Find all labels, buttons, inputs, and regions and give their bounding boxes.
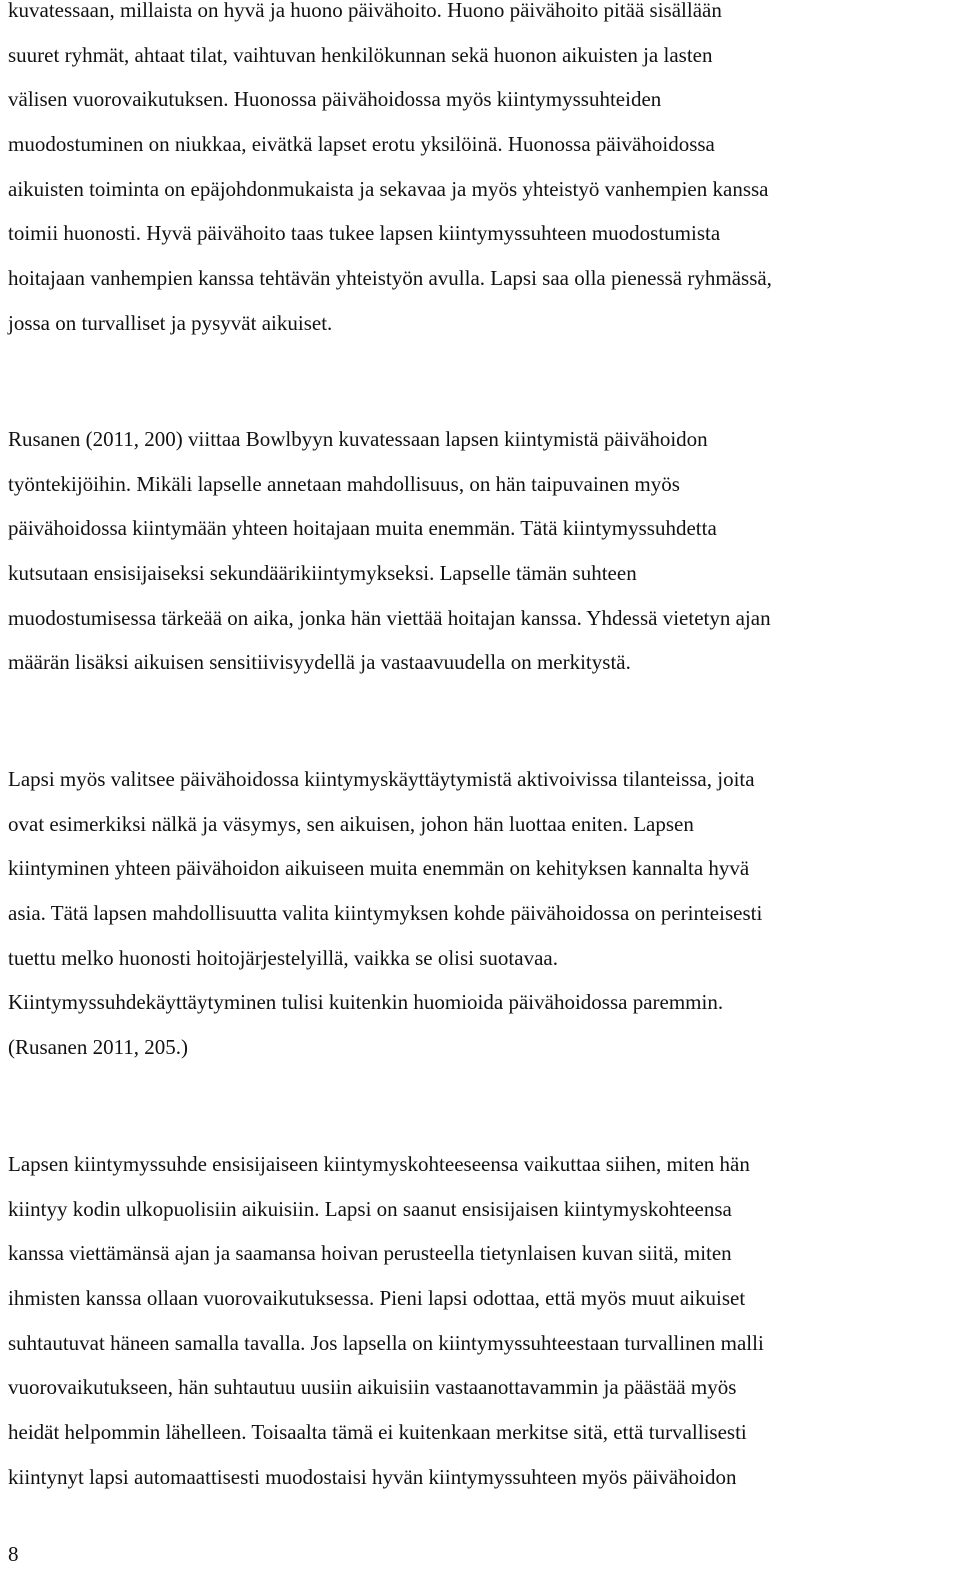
text-line: kutsutaan ensisijaiseksi sekundäärikiintymykseksi. Lapselle tämän suhteen <box>8 561 637 586</box>
text-line: kanssa viettämänsä ajan ja saamansa hoivan perusteella tietynlaisen kuvan siitä, miten <box>8 1241 732 1266</box>
text-line: tuettu melko huonosti hoitojärjestelyillä, vaikka se olisi suotavaa. <box>8 945 558 970</box>
text-line: Kiintymyssuhdekäyttäytyminen tulisi kuitenkin huomioida päivähoidossa paremmin. <box>8 990 724 1015</box>
text-line: toimii huonosti. Hyvä päivähoito taas tukee lapsen kiintymyssuhteen muodostumista <box>8 221 721 246</box>
text-line: Rusanen (2011, 200) viittaa Bowlbyyn kuvatessaan lapsen kiintymistä päivähoidon <box>8 427 708 451</box>
text-line: kiintynyt lapsi automaattisesti muodostaisi hyvän kiintymyssuhteen myös päivähoidon <box>8 1464 737 1489</box>
text-line: asia. Tätä lapsen mahdollisuutta valita kiintymyksen kohde päivähoidossa on perinteisesti <box>8 901 763 926</box>
text-line: ihmisten kanssa ollaan vuorovaikutuksessa. Pieni lapsi odottaa, että myös muut aikuiset <box>8 1286 746 1311</box>
text-line: kuvatessaan, millaista on hyvä ja huono päivähoito. Huono päivähoito pitää sisällään <box>8 0 722 22</box>
text-line: suuret ryhmät, ahtaat tilat, vaihtuvan henkilökunnan sekä huonon aikuisten ja lasten <box>8 42 713 67</box>
text-line: suhtautuvat häneen samalla tavalla. Jos lapsella on kiintymyssuhteestaan turvallinen malli <box>8 1330 764 1355</box>
paragraph-primary-attachment <box>8 1142 952 1500</box>
text-line: määrän lisäksi aikuisen sensitiivisyydellä ja vastaavuudella on merkitystä. <box>8 650 631 675</box>
text-line: välisen vuorovaikutuksen. Huonossa päivähoidossa myös kiintymyssuhteiden <box>8 87 662 112</box>
paragraph-attachment-behaviour <box>8 757 952 1070</box>
text-line: aikuisten toiminta on epäjohdonmukaista ja sekavaa ja myös yhteistyö vanhempien kanssa <box>8 176 769 201</box>
text-line: muodostumisessa tärkeää on aika, jonka hän viettää hoitajan kanssa. Yhdessä vietetyn ajan <box>8 605 771 630</box>
paragraph-rusanen-bowlby <box>8 417 952 685</box>
text-line: kiintyy kodin ulkopuolisiin aikuisiin. Lapsi on saanut ensisijaisen kiintymyskohteensa <box>8 1196 732 1221</box>
paragraph-good-bad-daycare <box>8 0 952 346</box>
text-line: Lapsi myös valitsee päivähoidossa kiintymyskäyttäytymistä aktivoivissa tilanteissa, joita <box>8 767 755 791</box>
text-line: päivähoidossa kiintymään yhteen hoitajaan muita enemmän. Tätä kiintymyssuhdetta <box>8 516 717 541</box>
text-line: heidät helpommin lähelleen. Toisaalta tämä ei kuitenkaan merkitse sitä, että turvallisesti <box>8 1420 747 1445</box>
text-line: hoitajaan vanhempien kanssa tehtävän yhteistyön avulla. Lapsi saa olla pienessä ryhmässä, <box>8 266 772 291</box>
text-line: työntekijöihin. Mikäli lapselle annetaan mahdollisuus, on hän taipuvainen myös <box>8 471 680 496</box>
text-line: kiintyminen yhteen päivähoidon aikuiseen muita enemmän on kehityksen kannalta hyvä <box>8 856 750 881</box>
text-line: jossa on turvalliset ja pysyvät aikuiset. <box>8 310 333 335</box>
page-number: 8 <box>8 1542 19 1566</box>
text-line: ovat esimerkiksi nälkä ja väsymys, sen aikuisen, johon hän luottaa eniten. Lapsen <box>8 811 694 836</box>
text-line: Lapsen kiintymyssuhde ensisijaiseen kiintymyskohteeseensa vaikuttaa siihen, miten hän <box>8 1152 750 1176</box>
text-line: (Rusanen 2011, 205.) <box>8 1035 189 1060</box>
text-line: vuorovaikutukseen, hän suhtautuu uusiin aikuisiin vastaanottavammin ja päästää myös <box>8 1375 737 1400</box>
text-line: muodostuminen on niukkaa, eivätkä lapset erotu yksilöinä. Huonossa päivähoidossa <box>8 132 715 157</box>
